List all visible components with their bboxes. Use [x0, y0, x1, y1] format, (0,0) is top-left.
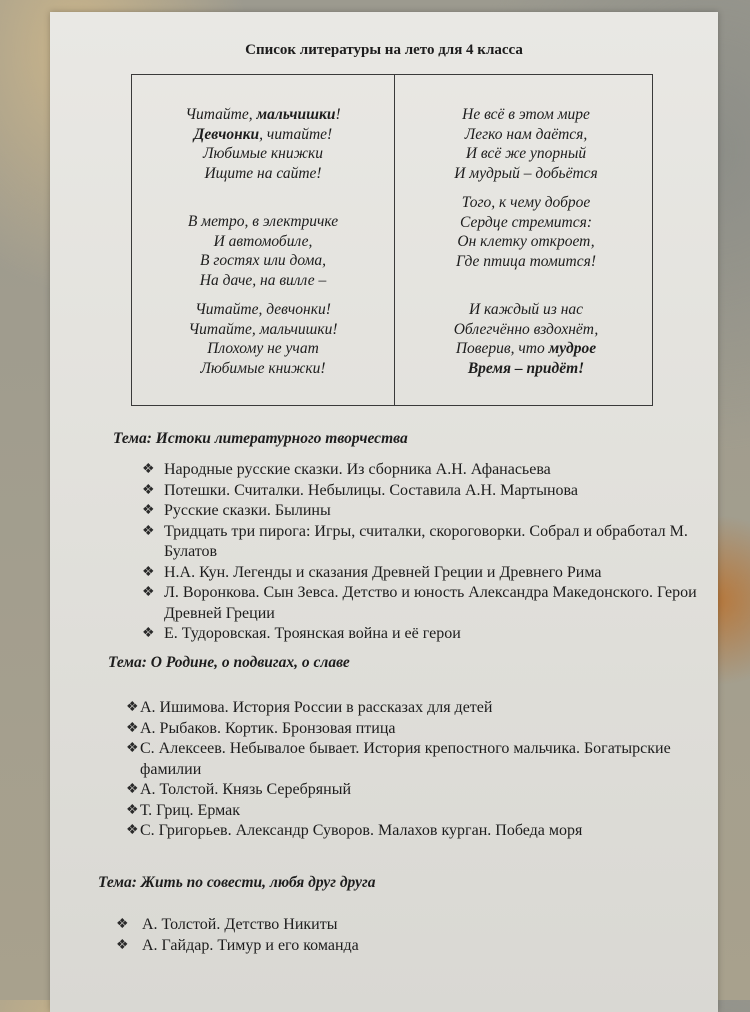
poem-line — [395, 164, 657, 184]
book-list-item — [142, 481, 702, 502]
poem-stanza — [395, 105, 657, 183]
poem-line — [132, 125, 394, 145]
section-theme-homeland: Тема: О Родине, о подвигах, о славе — [108, 654, 350, 671]
book-title-text: Русские сказки. Былины — [164, 502, 331, 519]
poem-bold-text: мудрое — [548, 340, 597, 357]
book-title-text: Народные русские сказки. Из сборника А.Н. Афанасьева — [164, 461, 551, 478]
book-list-item — [116, 936, 676, 957]
poem-bold-text: Время – придёт! — [467, 359, 585, 377]
book-title-text: С. Алексеев. Небывалое бывает. История крепостного мальчика. Богатырские фамилии — [140, 740, 671, 778]
poem-text: И всё же упорный — [465, 145, 587, 162]
poem-text: И мудрый – добьётся — [454, 164, 598, 182]
book-list-homeland — [126, 698, 706, 842]
book-title-text: Т. Гриц. Ермак — [140, 801, 240, 819]
book-title-text: Н.А. Кун. Легенды и сказания Древней Греции и Древнего Рима — [164, 563, 602, 581]
poem-line — [395, 105, 657, 125]
poem-line — [395, 339, 657, 359]
poem-stanza — [132, 300, 394, 378]
poem-line — [395, 252, 657, 272]
poem-text: В метро, в электричке — [187, 213, 339, 230]
poem-line — [132, 300, 394, 320]
poem-stanza — [395, 300, 657, 378]
diamond-bullet-icon: ❖ — [126, 720, 139, 736]
diamond-bullet-icon: ❖ — [142, 564, 155, 580]
diamond-bullet-icon: ❖ — [126, 823, 139, 838]
poem-text: Плохому не учат — [207, 340, 319, 357]
book-title-text: А. Рыбаков. Кортик. Бронзовая птица — [140, 719, 396, 737]
document-title: Список литературы на лето для 4 класса — [245, 42, 523, 58]
book-list-item — [142, 460, 702, 481]
poem-text: Любимые книжки — [202, 145, 324, 162]
poem-line — [395, 320, 657, 340]
diamond-bullet-icon: ❖ — [142, 462, 155, 477]
book-list-item — [116, 915, 676, 936]
poem-text: Легко нам даётся, — [464, 125, 588, 143]
book-list-item — [142, 624, 702, 645]
diamond-bullet-icon: ❖ — [126, 802, 139, 818]
book-title-text: А. Толстой. Детство Никиты — [142, 916, 338, 933]
poem-text: Читайте, девчонки! — [195, 301, 331, 318]
poem-text: Где птица томится! — [455, 252, 596, 270]
poem-line — [395, 193, 657, 213]
book-list-item — [126, 698, 706, 719]
diamond-bullet-icon: ❖ — [126, 741, 139, 756]
book-list-item — [126, 780, 706, 801]
poem-text: Читайте, мальчишки! — [188, 320, 338, 338]
poem-text: Сердце стремится: — [460, 213, 592, 231]
book-list-item — [126, 719, 706, 740]
poem-line — [132, 339, 394, 359]
book-list-item — [142, 583, 702, 624]
book-list-item — [142, 563, 702, 584]
poem-text: , читайте! — [259, 125, 333, 143]
poem-line — [132, 320, 394, 340]
book-list-origins — [142, 460, 702, 645]
poem-line — [395, 144, 657, 164]
poem-text: На даче, на вилле – — [199, 271, 327, 289]
poem-line — [395, 232, 657, 252]
diamond-bullet-icon: ❖ — [142, 523, 155, 539]
book-list-item — [126, 821, 706, 842]
poem-line — [395, 213, 657, 233]
paper-sheet — [50, 12, 718, 1012]
book-list-item — [126, 801, 706, 822]
book-list-item — [142, 501, 702, 522]
book-title-text: А. Толстой. Князь Серебряный — [140, 781, 351, 798]
book-title-text: А. Ишимова. История России в рассказах для детей — [140, 699, 493, 716]
book-title-text: Е. Тудоровская. Троянская война и её герои — [164, 625, 461, 642]
poem-text: ! — [335, 106, 341, 123]
section-theme-conscience: Тема: Жить по совести, любя друг друга — [98, 874, 376, 891]
poem-line — [132, 212, 394, 232]
book-list-item — [126, 739, 706, 780]
poem-stanza — [395, 193, 657, 271]
book-title-text: С. Григорьев. Александр Суворов. Малахов курган. Победа моря — [140, 822, 583, 839]
poem-text: Облегчённо вздохнёт, — [453, 320, 599, 338]
poem-text: Поверив, что — [455, 340, 549, 357]
poem-line — [132, 105, 394, 125]
poem-stanza — [132, 212, 394, 290]
section-theme-origins: Тема: Истоки литературного творчества — [113, 430, 408, 447]
poem-text: Любимые книжки! — [200, 359, 326, 377]
poem-line — [132, 164, 394, 184]
poem-line — [395, 125, 657, 145]
poem-bold-text: Девчонки — [193, 125, 260, 143]
diamond-bullet-icon: ❖ — [126, 700, 139, 715]
poem-text: В гостях или дома, — [199, 252, 326, 269]
poem-text: И каждый из нас — [468, 301, 584, 318]
poem-text: Того, к чему доброе — [461, 194, 591, 211]
poem-text: Он клетку откроет, — [457, 233, 595, 250]
poem-stanza — [132, 105, 394, 183]
diamond-bullet-icon: ❖ — [142, 626, 155, 641]
diamond-bullet-icon: ❖ — [116, 917, 129, 932]
poem-line — [132, 359, 394, 379]
poem-line — [132, 271, 394, 291]
diamond-bullet-icon: ❖ — [126, 782, 139, 797]
diamond-bullet-icon: ❖ — [142, 482, 155, 498]
book-list-conscience — [116, 915, 676, 956]
poem-line — [395, 359, 657, 379]
diamond-bullet-icon: ❖ — [142, 585, 155, 600]
poem-text: Читайте, — [185, 106, 257, 123]
poem-text: Ищите на сайте! — [204, 164, 322, 182]
poem-text: И автомобиле, — [213, 232, 313, 250]
poem-line — [132, 251, 394, 271]
poem-box — [131, 74, 653, 406]
poem-line — [132, 144, 394, 164]
poem-line — [132, 232, 394, 252]
poem-text: Не всё в этом мире — [462, 106, 590, 123]
book-title-text: Л. Воронкова. Сын Зевса. Детство и юность Александра Македонского. Герои Древней Греции — [164, 584, 697, 622]
book-title-text: Тридцать три пирога: Игры, считалки, скороговорки. Собрал и обработал М. Булатов — [164, 522, 688, 560]
book-list-item — [142, 522, 702, 563]
book-title-text: А. Гайдар. Тимур и его команда — [142, 936, 359, 954]
poem-bold-text: мальчишки — [256, 106, 336, 123]
book-title-text: Потешки. Считалки. Небылицы. Составила А.Н. Мартынова — [164, 481, 578, 499]
diamond-bullet-icon: ❖ — [116, 937, 129, 953]
diamond-bullet-icon: ❖ — [142, 503, 155, 518]
poem-line — [395, 300, 657, 320]
